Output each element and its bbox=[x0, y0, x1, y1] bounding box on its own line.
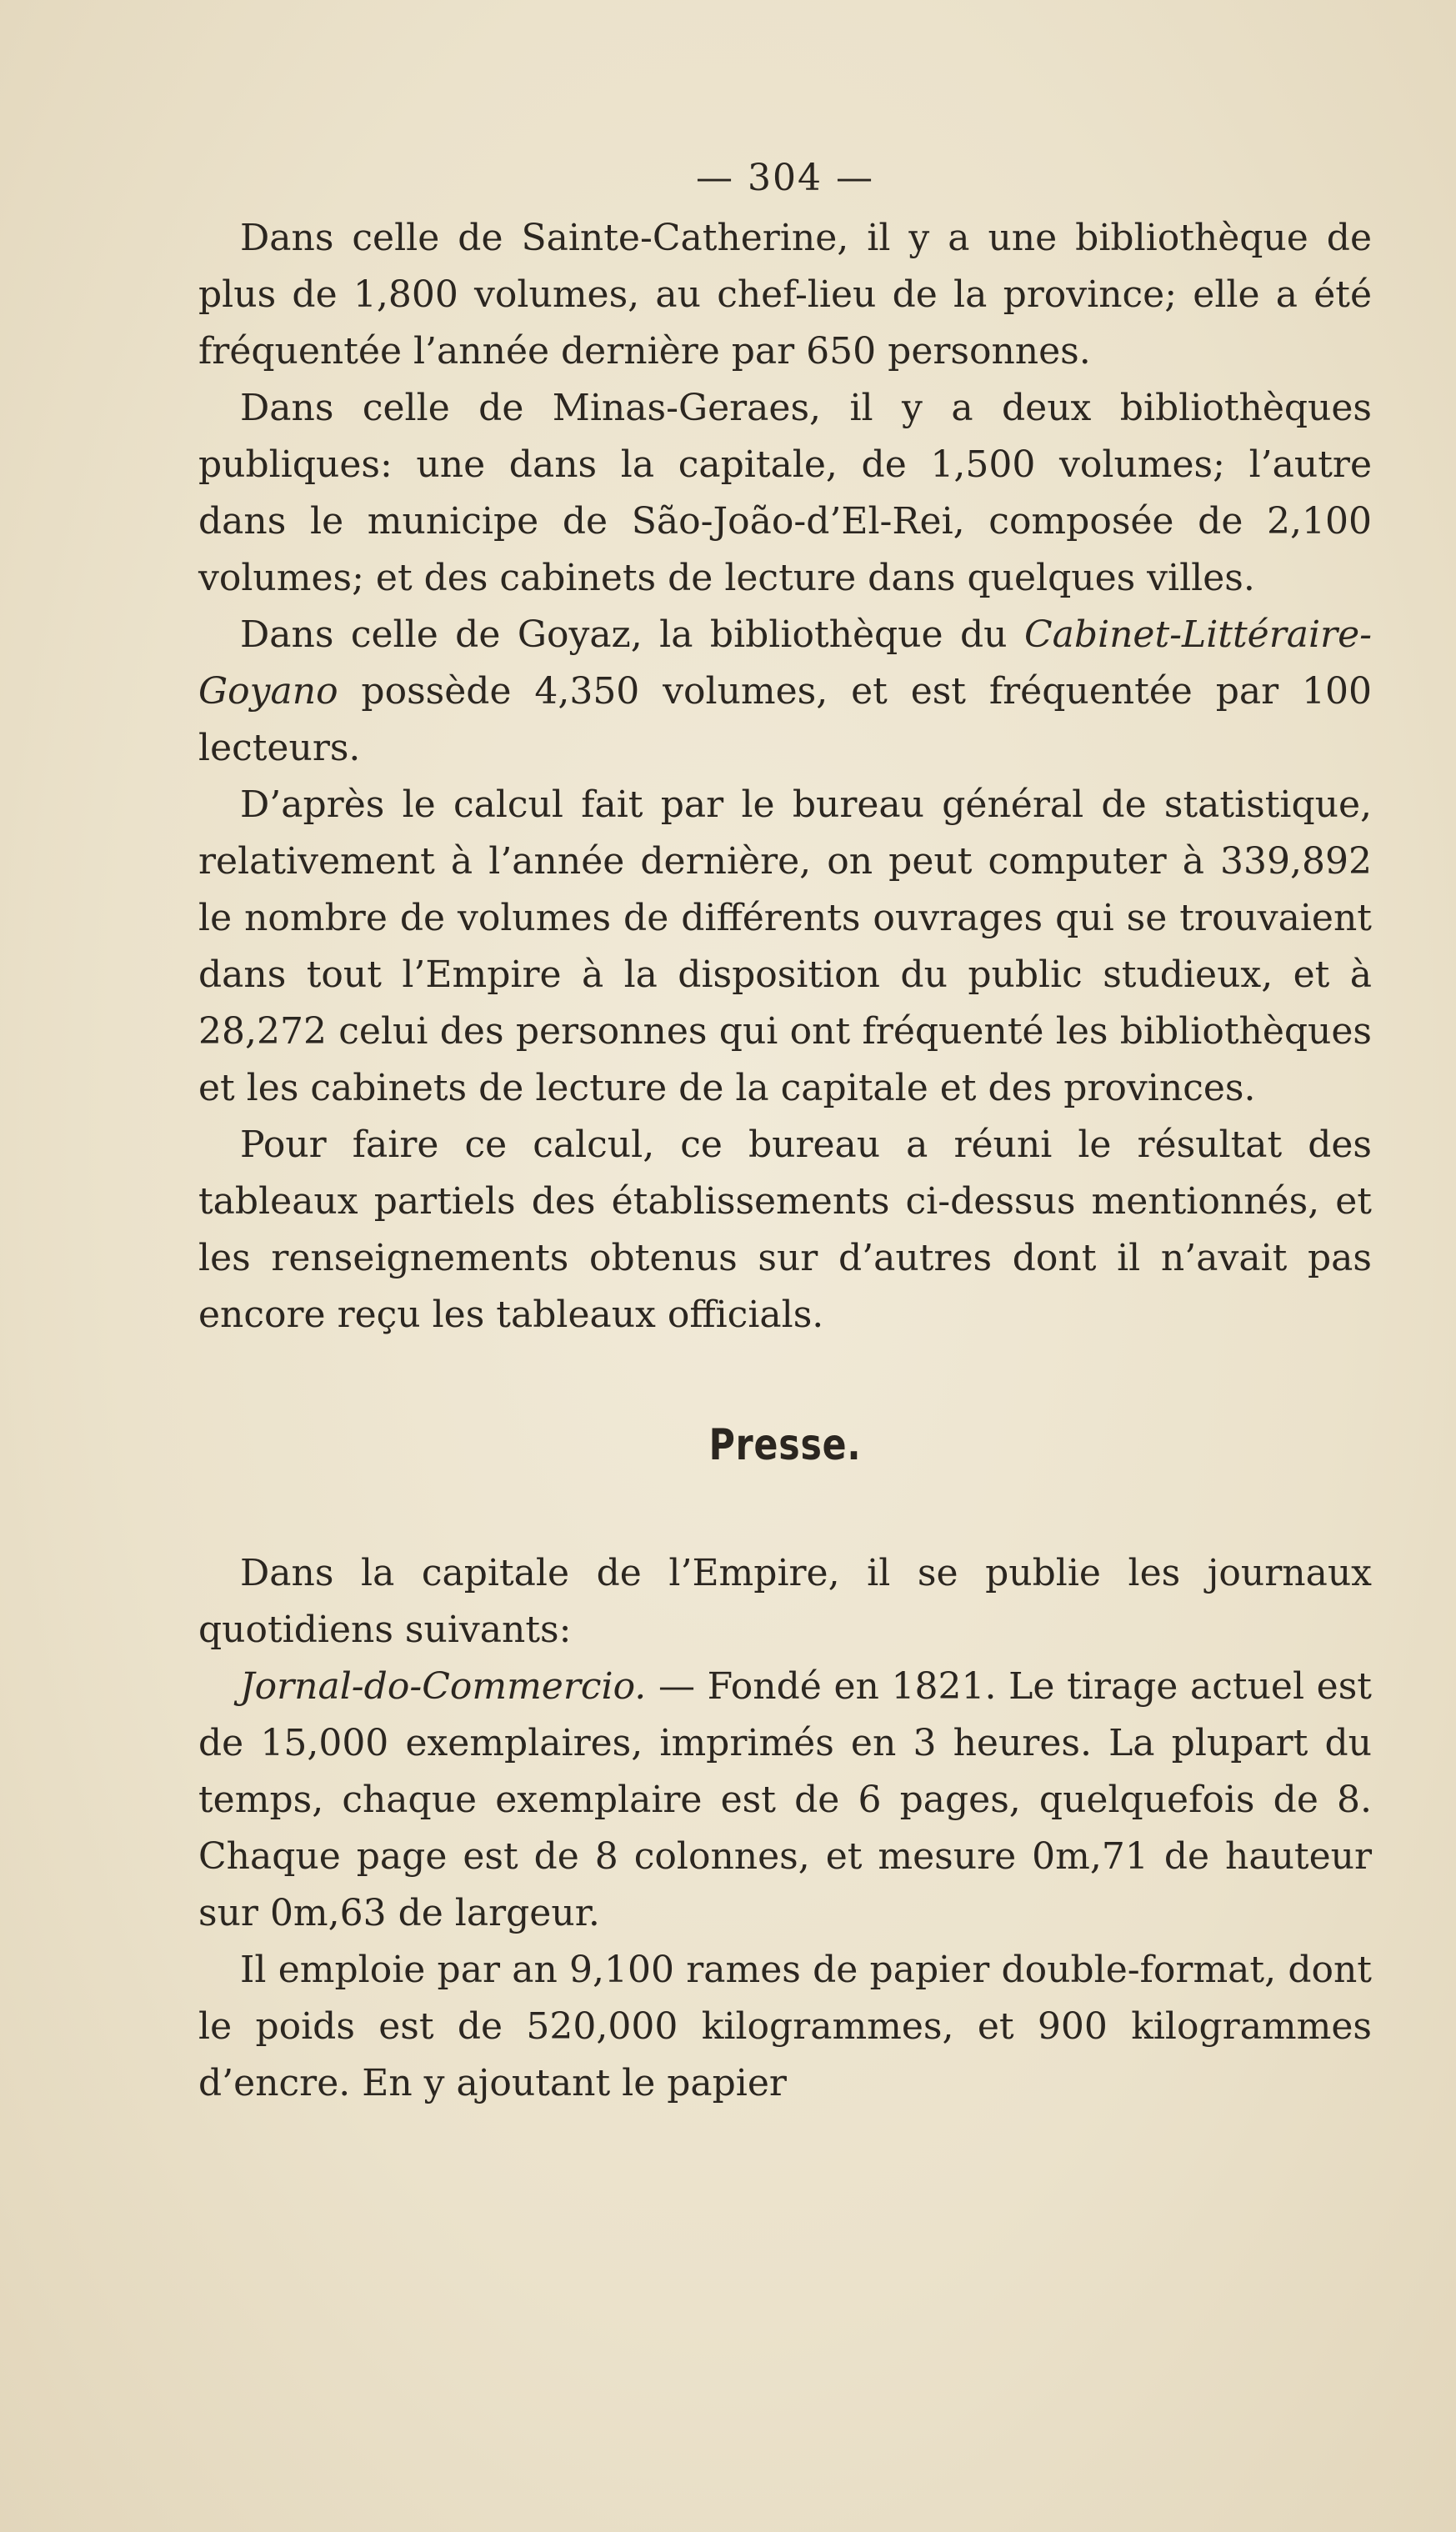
journal-text: — Fondé en 1821. Le tirage actuel est de 15,000 exemplaires, imprimés en 3 heures. La plupart du temps, chaque exemplaire est de 6 pages, quelquefois de 8. Chaque page est de 8 colonnes, et mesure 0m,71 de hauteur sur 0m,63 de largeur. bbox=[198, 1665, 1372, 1934]
paragraph-minas-geraes: Dans celle de Minas-Geraes, il y a deux bibliothèques publiques: une dans la capitale, de 1,500 volumes; l’autre dans le municipe de São-João-d’El-Rei, composée de 2,100 volumes; et des cabinets de lecture dans quelques villes. bbox=[198, 387, 1372, 599]
paragraph-papier: Il emploie par an 9,100 rames de papier double-format, dont le poids est de 520,000 kilogrammes, et 900 kilogrammes d’encre. En y ajoutant le papier bbox=[198, 1949, 1372, 2104]
paragraph-presse-intro: Dans la capitale de l’Empire, il se publie les journaux quotidiens suivants: bbox=[198, 1552, 1372, 1651]
goyaz-text-end: possède 4,350 volumes, et est fréquentée par 100 lecteurs. bbox=[198, 670, 1372, 769]
section-heading-presse: Presse. bbox=[708, 1420, 862, 1470]
paragraph-statistique: D’après le calcul fait par le bureau général de statistique, relativement à l’année dernière, on peut computer à 339,892 le nombre de volumes de différents ouvrages qui se trouvaient dans tout l’Empire à la disposition du public studieux, et à 28,272 celui des personnes qui ont fréquenté les bibliothèques et les cabinets de lecture de la capitale et des provinces. bbox=[198, 783, 1372, 1109]
page-number: — 304 — bbox=[696, 157, 874, 199]
paragraph-calcul: Pour faire ce calcul, ce bureau a réuni le résultat des tableaux partiels des établissements ci-dessus mentionnés, et les renseignements obtenus sur d’autres dont il n’avait pas encore reçu les tableaux officials. bbox=[198, 1123, 1372, 1336]
paragraph-sainte-catherine: Dans celle de Sainte-Catherine, il y a une bibliothèque de plus de 1,800 volumes, au chef-lieu de la province; elle a été fréquentée l’année dernière par 650 personnes. bbox=[198, 217, 1372, 373]
journal-name: Jornal-do-Commercio. bbox=[240, 1665, 647, 1708]
cabinet-name: Cabinet-Littéraire-Goyano bbox=[198, 613, 1372, 713]
page-text-block bbox=[198, 150, 1372, 2112]
paragraph-jornal bbox=[198, 1659, 1372, 1942]
goyaz-text-start: Dans celle de Goyaz, la bibliothèque du bbox=[240, 613, 1008, 656]
paragraph-goyaz bbox=[198, 607, 1372, 777]
